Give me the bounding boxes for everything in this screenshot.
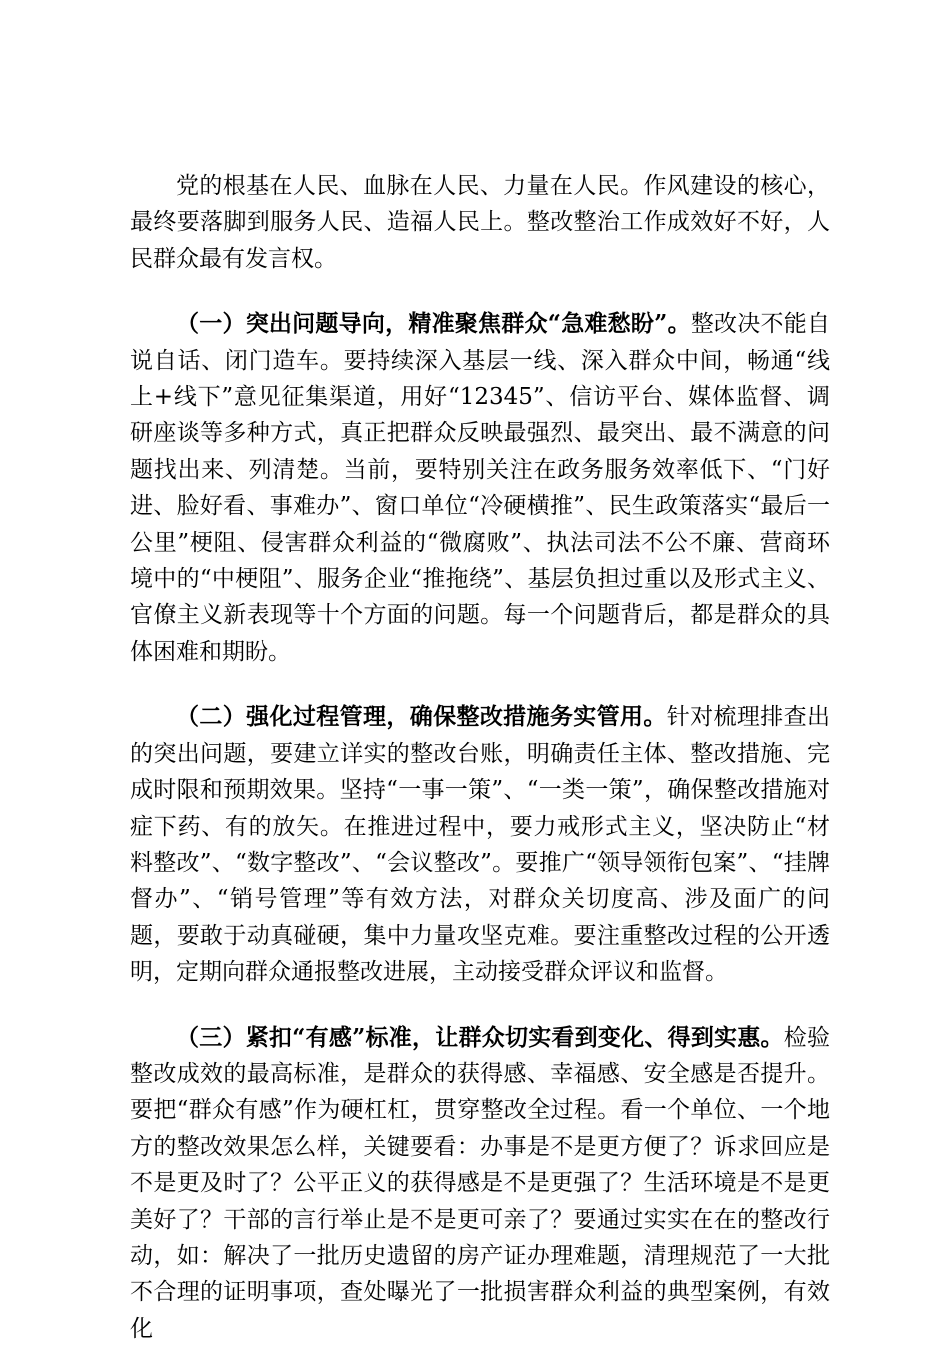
- section-paragraph-3: [130, 1020, 830, 1347]
- section-body-2: 针对梳理排查出的突出问题，要建立详实的整改台账，明确责任主体、整改措施、完成时限和预期效果。坚持“一事一策”、“一类一策”，确保整改措施对症下药、有的放矢。在推进过程中，要力戒形式主义，坚决防止“材料整改”、“数字整改”、“会议整改”。要推广“领导领衔包案”、“挂牌督办”、“销号管理”等有效方法，对群众关切度高、涉及面广的问题，要敢于动真碰硬，集中力量攻坚克难。要注重整改过程的公开透明，定期向群众通报整改进展，主动接受群众评议和监督。: [130, 704, 831, 986]
- section-body-1: 整改决不能自说自话、闭门造车。要持续深入基层一线、深入群众中间，畅通“线上+线下”意见征集渠道，用好“12345”、信访平台、媒体监督、调研座谈等多种方式，真正把群众反映最强烈、最突出、最不满意的问题找出来、列清楚。当前，要特别关注在政务服务效率低下、“门好进、脸好看、事难办”、窗口单位“冷硬横推”、民生政策落实“最后一公里”梗阻、侵害群众利益的“微腐败”、执法司法不公不廉、营商环境中的“中梗阻”、服务企业“推拖绕”、基层负担过重以及形式主义、官僚主义新表现等十个方面的问题。每一个问题背后，都是群众的具体困难和期盼。: [130, 311, 830, 665]
- section-heading-1: （一）突出问题导向，精准聚焦群众“急难愁盼”。: [176, 310, 691, 338]
- paragraph-gap: [130, 670, 830, 699]
- section-heading-3: （三）紧扣“有感”标准，让群众切实看到变化、得到实惠。: [176, 1023, 784, 1051]
- document-page: [130, 168, 830, 1347]
- section-body-3: 检验整改成效的最高标准，是群众的获得感、幸福感、安全感是否提升。要把“群众有感”作为硬杠杠，贯穿整改全过程。看一个单位、一个地方的整改效果怎么样，关键要看：办事是不是更方便了？诉求回应是不是更及时了？公平正义的获得感是不是更强了？生活环境是不是更美好了？干部的言行举止是不是更可亲了？要通过实实在在的整改行动，如：解决了一批历史遗留的房产证办理难题，清理规范了一大批不合理的证明事项，查处曝光了一批损害群众利益的典型案例，有效化: [130, 1024, 830, 1342]
- paragraph-gap: [130, 277, 830, 306]
- paragraph-gap: [130, 991, 830, 1020]
- section-heading-2: （二）强化过程管理，确保整改措施务实管用。: [176, 703, 667, 731]
- section-paragraph-2: [130, 699, 830, 990]
- section-paragraph-1: [130, 306, 830, 670]
- intro-paragraph: 党的根基在人民、血脉在人民、力量在人民。作风建设的核心，最终要落脚到服务人民、造福人民上。整改整治工作成效好不好，人民群众最有发言权。: [130, 173, 830, 272]
